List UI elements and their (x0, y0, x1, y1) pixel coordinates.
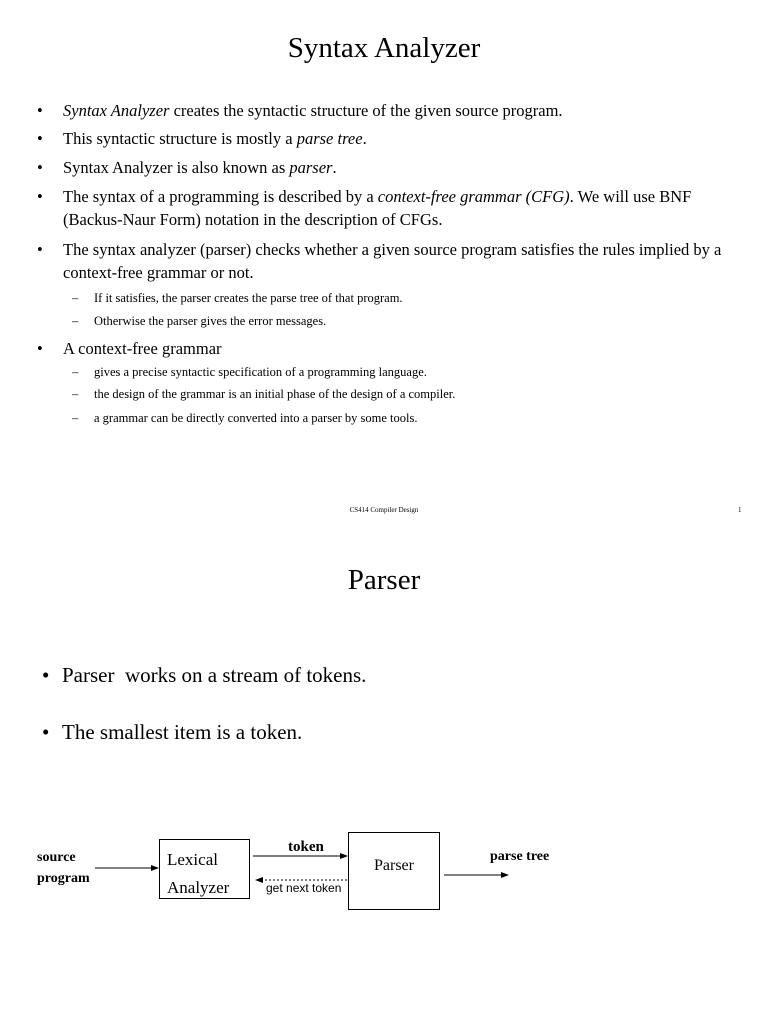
slide-title: Syntax Analyzer (287, 32, 481, 64)
bullet-parse-tree (37, 127, 752, 150)
lexical-analyzer-box (159, 839, 250, 899)
bullet-icon: • (37, 158, 43, 177)
bullet-icon: • (37, 129, 43, 148)
bullet-parser-alias (37, 156, 752, 179)
bullet-text: A context-free grammar (63, 339, 222, 358)
bullet-tail: . (362, 129, 367, 148)
bullet-tail: . We will use BNF (Backus-Naur Form) notation in the description of CFGs. (63, 187, 692, 229)
token-label: token (288, 839, 324, 855)
dash-icon: – (72, 314, 79, 328)
bullet-text: Syntax Analyzer is also known as (63, 158, 290, 177)
bullet-icon: • (37, 339, 43, 358)
bullet-text: The smallest item is a token. (62, 720, 303, 744)
sub-bullet: – gives a precise syntactic specification of a programming language. (72, 365, 427, 379)
parser-box (348, 832, 440, 910)
parser-label: Parser (374, 857, 414, 874)
bullet-icon: • (42, 720, 50, 744)
bullet-italic: context-free grammar (CFG) (377, 187, 570, 206)
sub-bullet: – the design of the grammar is an initial phase of the design of a compiler. (72, 387, 456, 401)
bullet-tail: . (332, 158, 337, 177)
bullet-text: The syntax of a programming is described by a (63, 187, 378, 206)
dash-icon: – (72, 387, 79, 401)
page-number: 1 (738, 506, 742, 514)
bullet-icon: • (37, 187, 43, 206)
diagram-arrows (0, 528, 768, 1024)
bullet-context-free-grammar (37, 337, 752, 360)
dash-icon: – (72, 365, 79, 379)
analyzer-label: Analyzer (167, 878, 230, 897)
bullet-italic: parse tree (296, 129, 363, 148)
bullet-lead-italic: Syntax Analyzer (63, 101, 170, 120)
lexical-label: Lexical (167, 850, 218, 869)
sub-bullet: – Otherwise the parser gives the error messages. (72, 314, 327, 328)
dash-icon: – (72, 291, 79, 305)
footer-course: CS414 Compiler Design (349, 506, 419, 514)
slide-title: Parser (347, 564, 421, 596)
get-next-token-label: get next token (266, 881, 342, 895)
bullet-text: The syntax analyzer (parser) checks whether a given source program satisfies the rules implied by a context-free grammar or not. (63, 240, 722, 282)
bullet-italic: parser (289, 158, 333, 177)
dash-icon: – (72, 411, 79, 425)
parse-tree-label: parse tree (490, 849, 550, 864)
bullet-syntax-analyzer-def (37, 99, 752, 122)
source-program-label: source program (37, 850, 90, 886)
bullet-icon: • (42, 663, 50, 687)
bullet-icon: • (37, 240, 43, 259)
bullet-text: Parser works on a stream of tokens. (62, 663, 367, 687)
bullet-parser-checks (37, 238, 752, 284)
bullet-icon: • (37, 101, 43, 120)
bullet-text: creates the syntactic structure of the given source program. (169, 101, 563, 120)
sub-bullet: – If it satisfies, the parser creates the parse tree of that program. (72, 291, 403, 305)
bullet-cfg (37, 185, 752, 231)
slide-parser (0, 528, 768, 1024)
bullet-text: This syntactic structure is mostly a (63, 129, 297, 148)
sub-bullet: – a grammar can be directly converted into a parser by some tools. (72, 411, 418, 425)
